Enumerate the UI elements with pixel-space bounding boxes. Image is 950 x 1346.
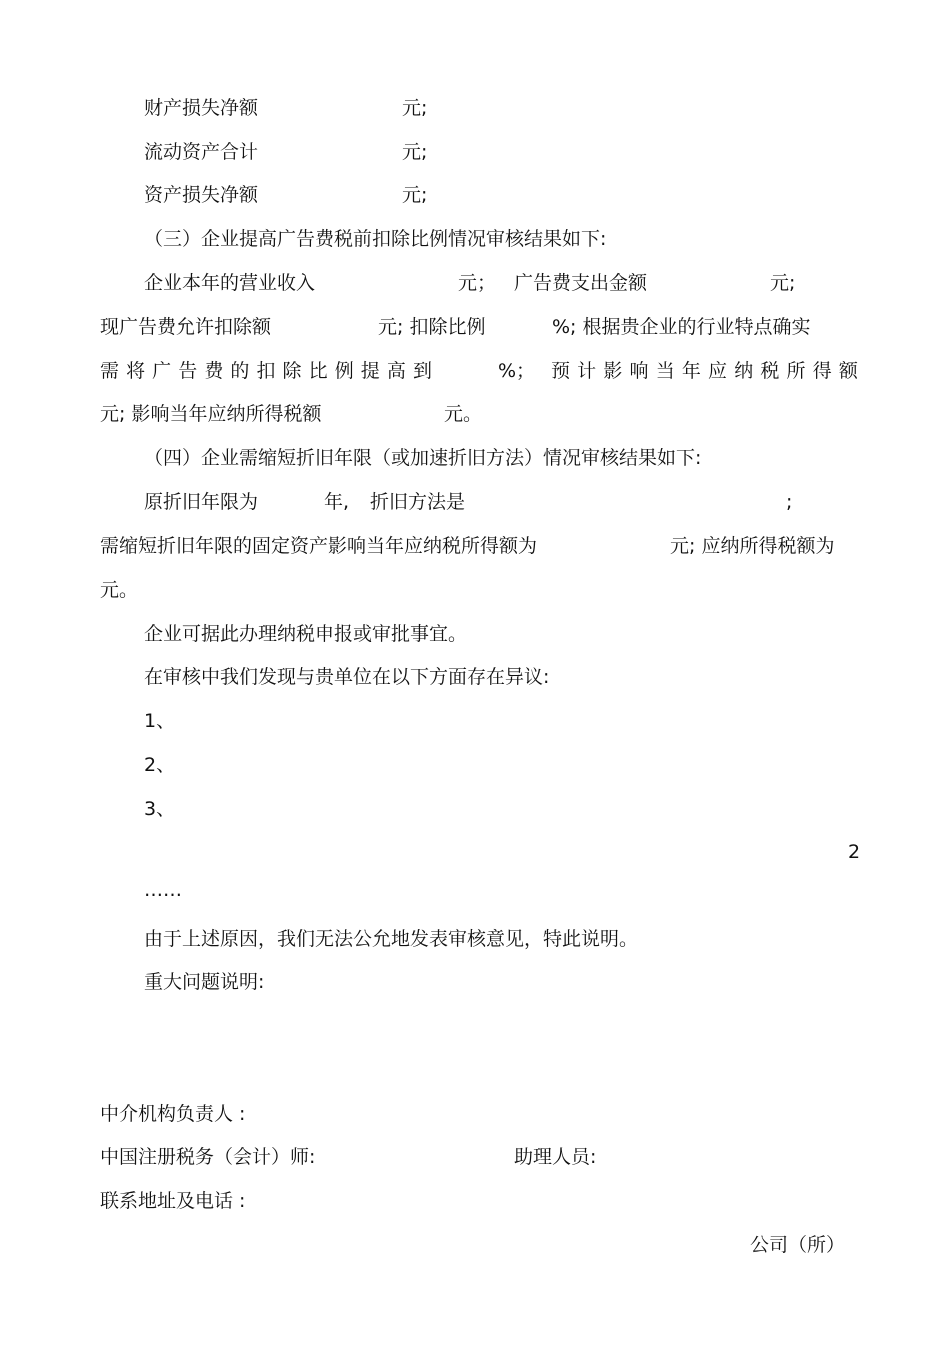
- company-label: 公司（所）: [750, 1234, 846, 1256]
- tax-impact-label: 元; 影响当年应纳所得税额: [100, 403, 322, 425]
- tax-impact-unit: 元。: [444, 403, 483, 425]
- depreciation-method-end: ;: [786, 491, 793, 513]
- item-label-current-assets: 流动资产合计: [144, 141, 259, 163]
- expected-impact-char: 所: [786, 360, 806, 382]
- expected-impact-char: 影: [603, 360, 623, 382]
- expected-impact-char: 税: [760, 360, 780, 382]
- income-label: 企业本年的营业收入: [144, 272, 316, 294]
- agency-head-label: 中介机构负责人 :: [100, 1103, 246, 1125]
- raise-ratio-char: 需: [100, 360, 120, 382]
- income-unit: 元；: [458, 272, 497, 294]
- expected-impact-char: 得: [812, 360, 832, 382]
- expected-impact-sentence: [551, 359, 858, 383]
- expected-impact-char: 应: [708, 360, 728, 382]
- raise-ratio-char: 广: [152, 360, 172, 382]
- major-issues-label: 重大问题说明:: [144, 971, 265, 993]
- assistant-label: 助理人员:: [514, 1146, 597, 1168]
- payable-tax-label: 元; 应纳所得税额为: [670, 535, 835, 557]
- dispute-intro: 在审核中我们发现与贵单位在以下方面存在异议:: [144, 666, 550, 688]
- item-label-asset-loss: 资产损失净额: [144, 184, 259, 206]
- depreciation-years-unit: 年,: [324, 491, 350, 513]
- shortened-life-impact-label: 需缩短折旧年限的固定资产影响当年应纳税所得额为: [100, 535, 538, 557]
- industry-note: %; 根据贵企业的行业特点确实: [552, 316, 811, 338]
- raise-ratio-char: 费: [204, 360, 224, 382]
- raise-ratio-char: 提: [360, 360, 380, 382]
- item-unit-asset-loss: 元;: [402, 184, 428, 206]
- depreciation-method-label: 折旧方法是: [370, 491, 466, 513]
- item-unit-property-loss: 元;: [402, 97, 428, 119]
- ad-spend-label: 广告费支出金额: [514, 272, 648, 294]
- expected-impact-char: 纳: [734, 360, 754, 382]
- cpa-label: 中国注册税务（会计）师:: [100, 1146, 316, 1168]
- depreciation-years-label: 原折旧年限为: [144, 491, 259, 513]
- item-label-property-loss: 财产损失净额: [144, 97, 259, 119]
- raise-ratio-sentence: [100, 359, 432, 383]
- raise-ratio-char: 高: [386, 360, 406, 382]
- expected-impact-char: 响: [629, 360, 649, 382]
- page-number: 2: [848, 841, 861, 863]
- raise-ratio-char: 除: [282, 360, 302, 382]
- dispute-item-1: 1、: [144, 710, 176, 732]
- section4-heading: （四）企业需缩短折旧年限（或加速折旧方法）情况审核结果如下:: [144, 447, 702, 469]
- raise-ratio-char: 的: [230, 360, 250, 382]
- raise-ratio-char: 将: [126, 360, 146, 382]
- dispute-item-2: 2、: [144, 754, 176, 776]
- raise-ratio-char: 告: [178, 360, 198, 382]
- ad-spend-unit: 元;: [770, 272, 796, 294]
- expected-impact-char: 当: [655, 360, 675, 382]
- allowed-deduction-label: 现广告费允许扣除额: [100, 316, 272, 338]
- item-unit-current-assets: 元;: [402, 141, 428, 163]
- expected-impact-char: 预: [551, 360, 571, 382]
- raise-ratio-char: 例: [334, 360, 354, 382]
- conclusion-note: 由于上述原因，我们无法公允地发表审核意见，特此说明。: [144, 928, 639, 950]
- raise-ratio-char: 扣: [256, 360, 276, 382]
- expected-impact-char: 额: [838, 360, 858, 382]
- section3-heading: （三）企业提高广告费税前扣除比例情况审核结果如下:: [144, 228, 607, 250]
- raise-ratio-char: 比: [308, 360, 328, 382]
- raise-ratio-char: 到: [412, 360, 432, 382]
- raise-ratio-percent: %；: [498, 360, 536, 382]
- payable-tax-unit: 元。: [100, 579, 139, 601]
- dispute-item-3: 3、: [144, 798, 176, 820]
- deduction-ratio-label: 元; 扣除比例: [378, 316, 486, 338]
- declaration-note: 企业可据此办理纳税申报或审批事宜。: [144, 623, 468, 645]
- ellipsis: ……: [144, 879, 182, 901]
- expected-impact-char: 计: [577, 360, 597, 382]
- contact-label: 联系地址及电话 :: [100, 1190, 246, 1212]
- expected-impact-char: 年: [681, 360, 701, 382]
